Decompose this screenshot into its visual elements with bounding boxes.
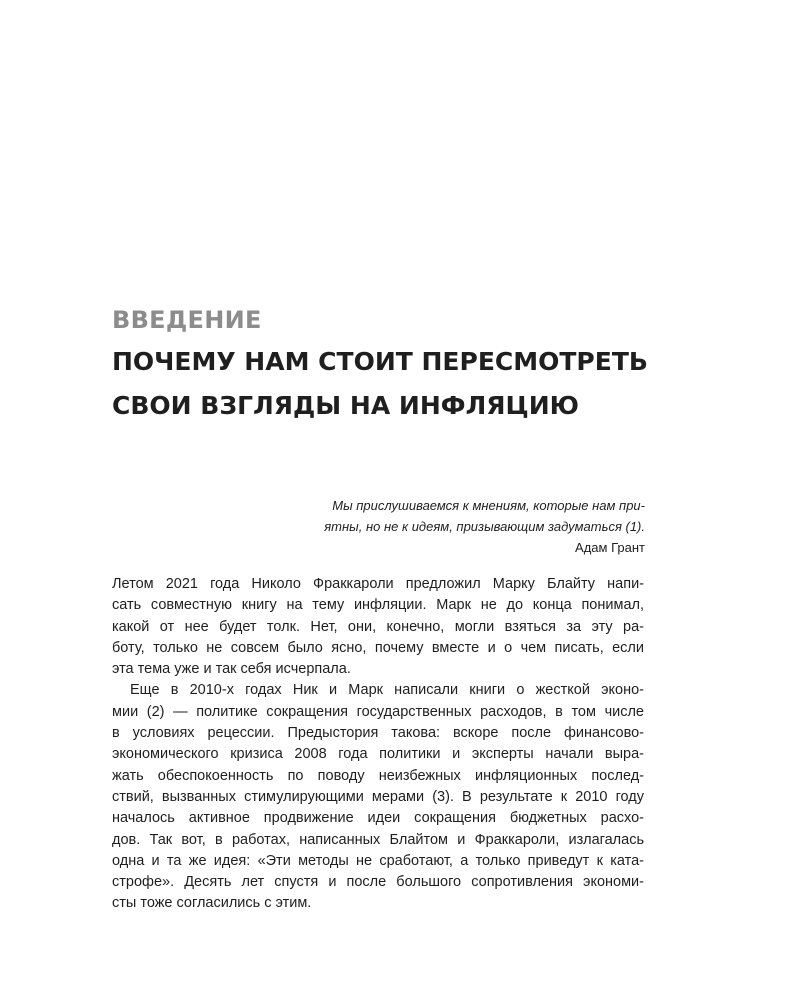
text-line: Еще в 2010-х годах Ник и Марк написали книги о жесткой эконо-	[130, 682, 644, 699]
text-line: экономического кризиса 2008 года политики и эксперты начали выра-	[112, 746, 644, 763]
paragraph	[112, 680, 644, 914]
text-line: одна и та же идея: «Эти методы не сработают, а только приведут к ката-	[112, 852, 644, 869]
text-line: сты тоже согласились с этим.	[112, 895, 312, 912]
chapter-title	[112, 340, 712, 428]
text-line: жать обеспокоенность по поводу неизбежных инфляционных послед-	[112, 767, 644, 784]
text-line: началось активное продвижение идеи сокращения бюджетных расхо-	[112, 810, 644, 827]
text-line: боту, только не совсем было ясно, почему вместе и о чем писать, если	[112, 639, 644, 656]
text-line: в условиях рецессии. Предыстория такова: вскоре после финансово-	[112, 725, 644, 742]
chapter-title-line: СВОИ ВЗГЛЯДЫ НА ИНФЛЯЦИЮ	[112, 391, 580, 420]
text-line: ствий, вызванных стимулирующими мерами (3). В результате к 2010 году	[112, 788, 644, 805]
epigraph-quote-line: Мы прислушиваемся к мнениям, которые нам при-	[332, 498, 645, 513]
text-line: дов. Так вот, в работах, написанных Блайтом и Фраккароли, излагалась	[112, 831, 644, 848]
text-line: строфе». Десять лет спустя и после большого сопротивления экономи-	[112, 874, 644, 891]
text-line: мии (2) — политике сокращения государственных расходов, в том числе	[112, 703, 644, 720]
epigraph-author: Адам Грант	[575, 540, 645, 555]
text-line: какой от нее будет толк. Нет, они, конечно, могли взяться за эту ра-	[112, 618, 644, 635]
epigraph-quote-line: ятны, но не к идеям, призывающим задуматься (1).	[324, 519, 645, 534]
chapter-title-line: ПОЧЕМУ НАМ СТОИТ ПЕРЕСМОТРЕТЬ	[112, 347, 648, 376]
epigraph	[300, 495, 645, 558]
paragraph	[112, 574, 644, 680]
chapter-label: ВВЕДЕНИЕ	[112, 306, 262, 334]
text-line: сать совместную книгу на тему инфляции. Марк не до конца понимал,	[112, 597, 644, 614]
body-text	[112, 574, 644, 915]
text-line: Летом 2021 года Николо Фраккароли предложил Марку Блайту напи-	[112, 576, 644, 592]
text-line: эта тема уже и так себя исчерпала.	[112, 661, 351, 678]
